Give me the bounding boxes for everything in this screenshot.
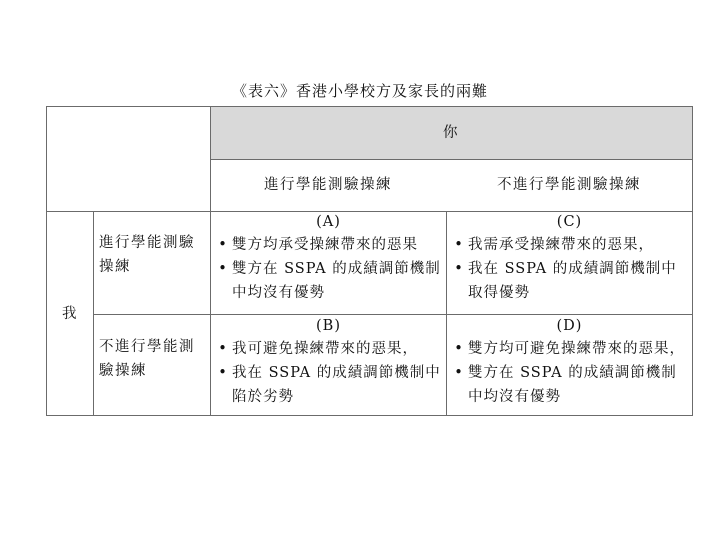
bullet-icon: •	[218, 365, 228, 381]
bullet-item	[214, 257, 443, 305]
bullet-text: 我在 SSPA 的成績調節機制中取得優勢	[468, 261, 677, 301]
cell-title: (B)	[316, 318, 341, 334]
bullet-item	[450, 361, 689, 409]
bullet-item	[450, 337, 689, 361]
bullet-text: 雙方在 SSPA 的成績調節機制中均沒有優勢	[232, 261, 441, 301]
bullet-text: 雙方均可避免操練帶來的惡果，	[468, 341, 685, 357]
me-label: 我	[62, 305, 78, 322]
bullet-icon: •	[218, 237, 228, 253]
me-label-cell	[47, 211, 93, 416]
cell-a	[210, 211, 446, 314]
row-label: 不進行學能測驗操練	[99, 339, 195, 379]
grid-line	[210, 107, 211, 415]
col-header-label: 不進行學能測驗操練	[497, 177, 641, 193]
bullet-item	[214, 337, 443, 361]
row-label: 進行學能測驗操練	[99, 235, 195, 275]
grid-line	[210, 159, 692, 160]
bullet-item	[214, 361, 443, 409]
col-header-label: 進行學能測驗操練	[264, 177, 392, 193]
cell-c	[446, 211, 692, 314]
row-label-no-train	[99, 335, 207, 383]
bullet-text: 我可避免操練帶來的惡果，	[232, 341, 418, 357]
grid-line	[93, 314, 692, 315]
payoff-table	[46, 106, 693, 416]
bullet-icon: •	[454, 341, 464, 357]
you-header: 你	[443, 125, 459, 141]
bullet-icon: •	[454, 365, 464, 381]
cell-b	[210, 315, 446, 416]
bullet-text: 雙方在 SSPA 的成績調節機制中均沒有優勢	[468, 365, 677, 405]
bullet-item	[214, 233, 443, 257]
col-header-no-train	[446, 159, 692, 211]
bullet-icon: •	[218, 261, 228, 277]
bullet-text: 雙方均承受操練帶來的惡果	[232, 237, 418, 253]
bullet-icon: •	[454, 237, 464, 253]
row-label-train	[99, 231, 207, 279]
grid-line	[446, 211, 447, 415]
cell-d	[446, 315, 692, 416]
cell-title: (D)	[556, 318, 583, 334]
cell-title: (A)	[316, 214, 341, 230]
cell-title: (C)	[556, 214, 583, 230]
bullet-icon: •	[454, 261, 464, 277]
bullet-text: 我需承受操練帶來的惡果，	[468, 237, 654, 253]
bullet-icon: •	[218, 341, 228, 357]
grid-line	[47, 211, 692, 212]
bullet-item	[450, 257, 689, 305]
bullet-text: 我在 SSPA 的成績調節機制中陷於劣勢	[232, 365, 441, 405]
table-caption: 《表六》香港小學校方及家長的兩難	[231, 82, 488, 100]
bullet-item	[450, 233, 689, 257]
col-header-train	[210, 159, 446, 211]
you-header-cell	[210, 107, 692, 159]
grid-line	[93, 211, 94, 415]
